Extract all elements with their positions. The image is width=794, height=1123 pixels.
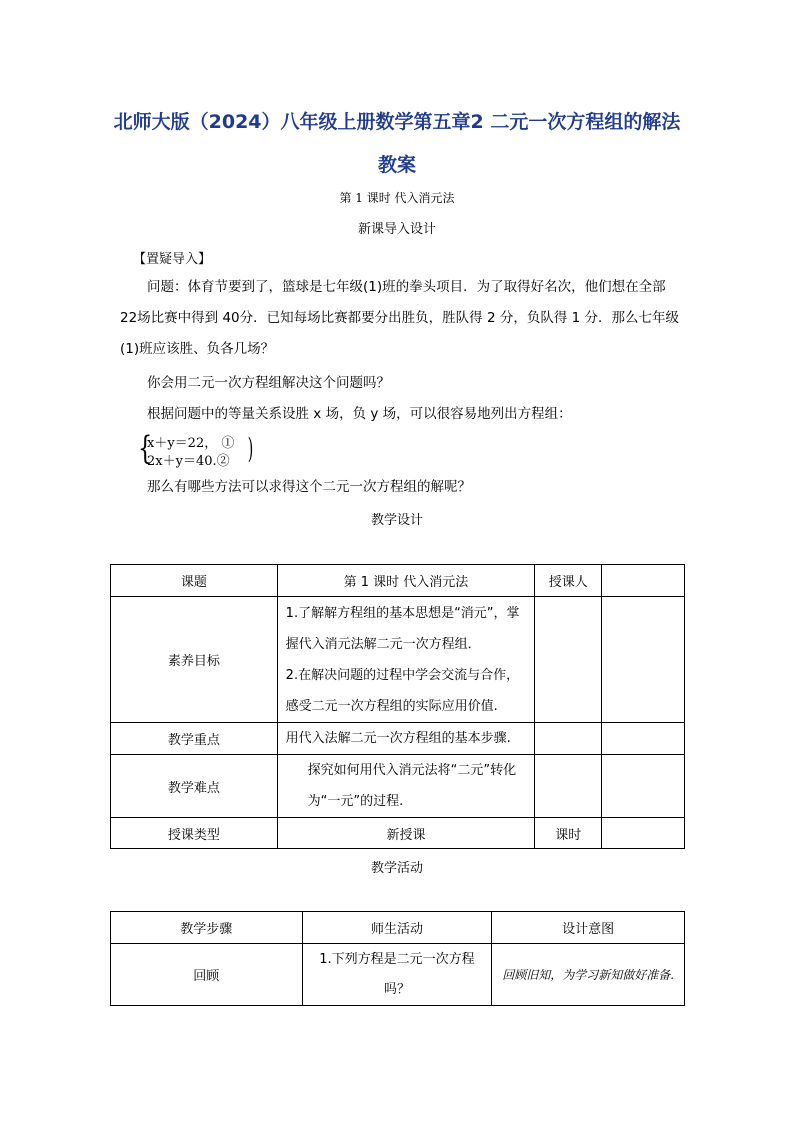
problem-paragraph: 问题：体育节要到了，篮球是七年级(1)班的拳头项目．为了取得好名次，他们想在全部22场比赛中得到 40分．已知每场比赛都要分出胜负，胜队得 2 分，负队得 1 分．那么七年级(1)班应该胜、负各几场？ bbox=[120, 279, 679, 357]
difficult-label: 教学难点 bbox=[111, 755, 278, 818]
question-1: 你会用二元一次方程组解决这个问题吗？ bbox=[147, 375, 390, 391]
key-empty-1 bbox=[535, 723, 602, 755]
hours-value bbox=[602, 818, 685, 849]
goal-empty-1 bbox=[535, 597, 602, 723]
question-2: 根据问题中的等量关系设胜 x 场，负 y 场，可以很容易地列出方程组： bbox=[147, 406, 572, 422]
row-activity: 1.下列方程是二元一次方程吗？ bbox=[302, 944, 492, 1006]
design-table bbox=[110, 564, 685, 849]
key-empty-2 bbox=[602, 723, 685, 755]
intro-label: 【置疑导入】 bbox=[133, 252, 212, 267]
goal-2: 2.在解决问题的过程中学会交流与合作，感受二元一次方程组的实际应用价值. bbox=[285, 667, 520, 714]
key-value: 用代入法解二元一次方程组的基本步骤. bbox=[277, 723, 535, 755]
section-intro-heading: 新课导入设计 bbox=[357, 222, 436, 237]
goal-empty-2 bbox=[602, 597, 685, 723]
header-intent: 设计意图 bbox=[492, 912, 685, 944]
topic-value: 第 1 课时 代入消元法 bbox=[277, 565, 535, 597]
goal-cell bbox=[277, 597, 535, 723]
lesson-subtitle: 第 1 课时 代入消元法 bbox=[339, 191, 455, 205]
goal-label: 素养目标 bbox=[111, 597, 278, 723]
hours-label: 课时 bbox=[535, 818, 602, 849]
section-activity-heading: 教学活动 bbox=[370, 861, 423, 876]
teacher-value bbox=[602, 565, 685, 597]
activity-table bbox=[110, 911, 685, 1006]
equation-1: x＋y＝22， ① bbox=[147, 436, 235, 451]
goal-1: 1.了解解方程组的基本思想是“消元”，掌握代入消元法解二元一次方程组． bbox=[285, 605, 520, 652]
difficult-empty-2 bbox=[602, 755, 685, 818]
teacher-label: 授课人 bbox=[535, 565, 602, 597]
key-label: 教学重点 bbox=[111, 723, 278, 755]
header-step: 教学步骤 bbox=[111, 912, 303, 944]
type-label: 授课类型 bbox=[111, 818, 278, 849]
header-activity: 师生活动 bbox=[302, 912, 492, 944]
row-step: 回顾 bbox=[111, 944, 303, 1006]
equation-2: 2x＋y＝40.② bbox=[147, 454, 230, 469]
difficult-value: 探究如何用代入消元法将“二元”转化为“一元”的过程. bbox=[277, 755, 535, 818]
document-title-line1: 北师大版（2024）八年级上册数学第五章2 二元一次方程组的解法 bbox=[113, 111, 681, 133]
type-value: 新授课 bbox=[277, 818, 535, 849]
row-intent: 回顾旧知，为学习新知做好准备. bbox=[492, 944, 685, 1006]
section-design-heading: 教学设计 bbox=[370, 513, 423, 528]
question-3: 那么有哪些方法可以求得这个二元一次方程组的解呢？ bbox=[147, 479, 471, 495]
topic-label: 课题 bbox=[111, 565, 278, 597]
table-row bbox=[111, 944, 685, 1006]
difficult-empty-1 bbox=[535, 755, 602, 818]
brace-glyph: { bbox=[138, 429, 153, 467]
document-title-line2: 教案 bbox=[377, 154, 416, 176]
paren-glyph: ) bbox=[247, 432, 254, 465]
